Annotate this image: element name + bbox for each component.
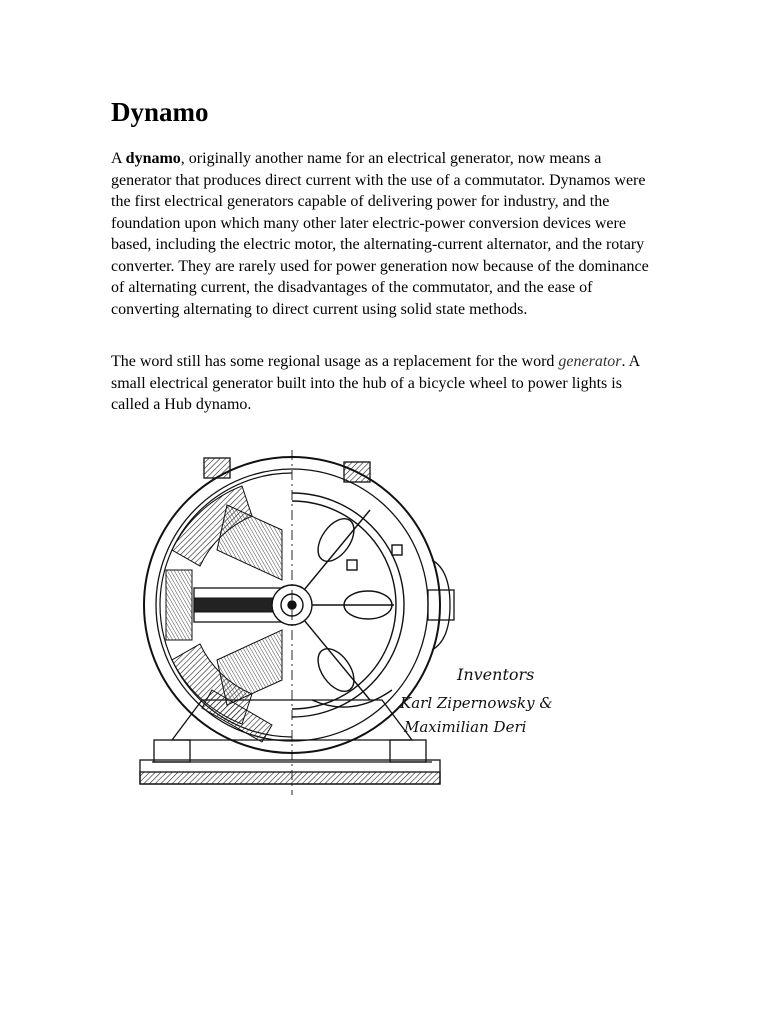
intro-term: dynamo <box>125 150 181 167</box>
inventor-name-1: Karl Zipernowsky & <box>400 694 553 712</box>
usage-before: The word still has some regional usage as a replacement for the word <box>111 353 559 370</box>
dynamo-drawing-svg <box>132 450 572 800</box>
intro-body: , originally another name for an electrical generator, now means a generator that produces direct current with the use of a commutator. Dynamos were the first electrical generators capable of delivering power for industry, and the foundation upon which many other later electric-power conversion devices were based, including the electric motor, the alternating-current alternator, and the rotary converter. They are rarely used for power generation now because of the dominance of alternating current, the disadvantages of the commutator, and the ease of converting alternating to direct current using solid state methods. <box>111 150 649 318</box>
inventor-name-2: Maximilian Deri <box>404 718 527 736</box>
intro-paragraph <box>111 148 651 320</box>
dynamo-patent-drawing <box>132 450 572 800</box>
inventors-label: Inventors <box>457 665 535 684</box>
usage-term: generator <box>558 353 622 370</box>
usage-paragraph <box>111 351 651 416</box>
usage-after: . A small electrical generator built into the hub of a bicycle wheel to power lights is called a Hub dynamo. <box>111 353 640 413</box>
page-title: Dynamo <box>111 97 209 127</box>
intro-lead: A <box>111 150 126 167</box>
